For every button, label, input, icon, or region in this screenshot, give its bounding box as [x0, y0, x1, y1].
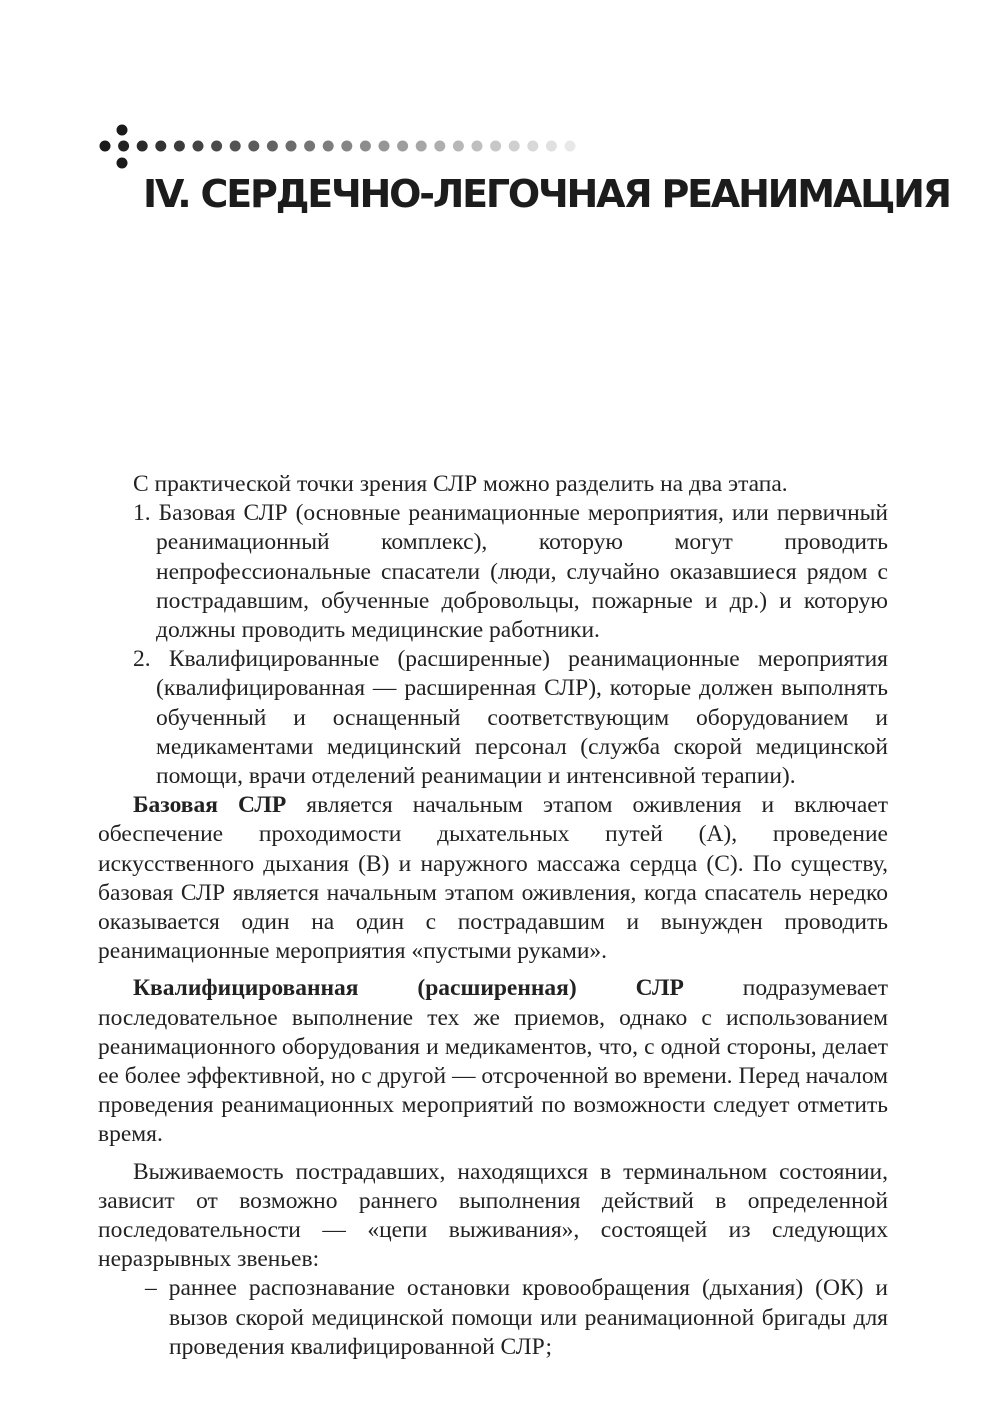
ornament-dot: [434, 141, 445, 152]
ornament-dot: [286, 141, 297, 152]
stages-list: [98, 499, 888, 791]
dash-marker: –: [145, 1275, 157, 1302]
basic-cpr-term: Базовая СЛР: [133, 792, 287, 819]
ornament-dot: [230, 141, 241, 152]
qualified-cpr-text: подразумевает последовательное выполнение тех же приемов, однако с использованием реанимационного оборудования и медикаментов, что, с одной стороны, делает ее более эффективной, но с другой — отсроченной во времени. Перед началом проведения реанимационных мероприятий по возможности следует отметить время.: [98, 975, 888, 1148]
ornament-dot: [490, 141, 501, 152]
ornament-dot: [137, 141, 148, 152]
ornament-dot: [323, 141, 334, 152]
list-item: [145, 1274, 888, 1362]
ornament-dot: [100, 141, 111, 152]
ornament-dot: [117, 158, 128, 169]
ornament-dots: [100, 125, 576, 169]
chain-of-survival-list: [98, 1274, 888, 1362]
ornament-dot: [509, 141, 520, 152]
ornament-dot: [211, 141, 222, 152]
intro-paragraph: С практической точки зрения СЛР можно разделить на два этапа.: [133, 471, 788, 497]
ornament-dot: [117, 125, 128, 136]
ornament-dot: [546, 141, 557, 152]
chapter-title: IV. СЕРДЕЧНО-ЛЕГОЧНАЯ РЕАНИМАЦИЯ: [143, 172, 950, 216]
dot-ornament: [98, 124, 598, 170]
list-item: [133, 645, 888, 791]
ornament-dot: [174, 141, 185, 152]
ornament-dot: [379, 141, 390, 152]
ornament-dot: [193, 141, 204, 152]
basic-cpr-text: является начальным этапом оживления и включает обеспечение проходимости дыхательных путей (А), проведение искусственного дыхания (В) и наружного массажа сердца (С). По существу, базовая СЛР является начальным этапом оживления, когда спасатель нередко оказывается один на один с пострадавшим и вынужден проводить реанимационные мероприятия «пустыми руками».: [98, 792, 888, 965]
ornament-dot: [565, 141, 576, 152]
ornament-dot: [453, 141, 464, 152]
list-item-text: Квалифицированные (расширенные) реанимационные мероприятия (квалифицированная — расширенная СЛР), которые должен выполнять обученный и оснащенный соответствующим оборудованием и медикаментами медицинский персонал (служба скорой медицинской помощи, врачи отделений реанимации и интенсивной терапии).: [156, 646, 888, 790]
list-item-text: Базовая СЛР (основные реанимационные мероприятия, или первичный реанимационный комплекс), которую могут проводить непрофессиональные спасатели (люди, случайно оказавшиеся рядом с пострадавшим, обученные добровольцы, пожарные и др.) и которую должны проводить медицинские работники.: [156, 500, 889, 644]
ornament-dot: [155, 141, 166, 152]
ornament-dot: [248, 141, 259, 152]
ornament-dot: [118, 141, 129, 152]
list-item: [133, 499, 888, 645]
list-number: 1.: [133, 500, 151, 527]
ornament-dot: [397, 141, 408, 152]
qualified-cpr-paragraph: [98, 974, 888, 1149]
ornament-dot: [527, 141, 538, 152]
ornament-dot: [267, 141, 278, 152]
ornament-dot: [416, 141, 427, 152]
ornament-dot: [341, 141, 352, 152]
basic-cpr-paragraph: [98, 791, 888, 966]
body-text: [98, 470, 888, 1362]
list-item-text: раннее распознавание остановки кровообращения (дыхания) (ОК) и вызов скорой медицинской помощи или реанимационной бригады для проведения квалифицированной СЛР;: [168, 1275, 888, 1360]
ornament-dot: [360, 141, 371, 152]
qualified-cpr-term: Квалифицированная (расширенная) СЛР: [133, 975, 684, 1002]
ornament-dot: [304, 141, 315, 152]
ornament-dot: [472, 141, 483, 152]
survival-paragraph: Выживаемость пострадавших, находящихся в терминальном состоянии, зависит от возможно раннего выполнения действий в определенной последовательности — «цепи выживания», состоящей из следующих неразрывных звеньев:: [98, 1158, 888, 1273]
list-number: 2.: [133, 646, 151, 673]
